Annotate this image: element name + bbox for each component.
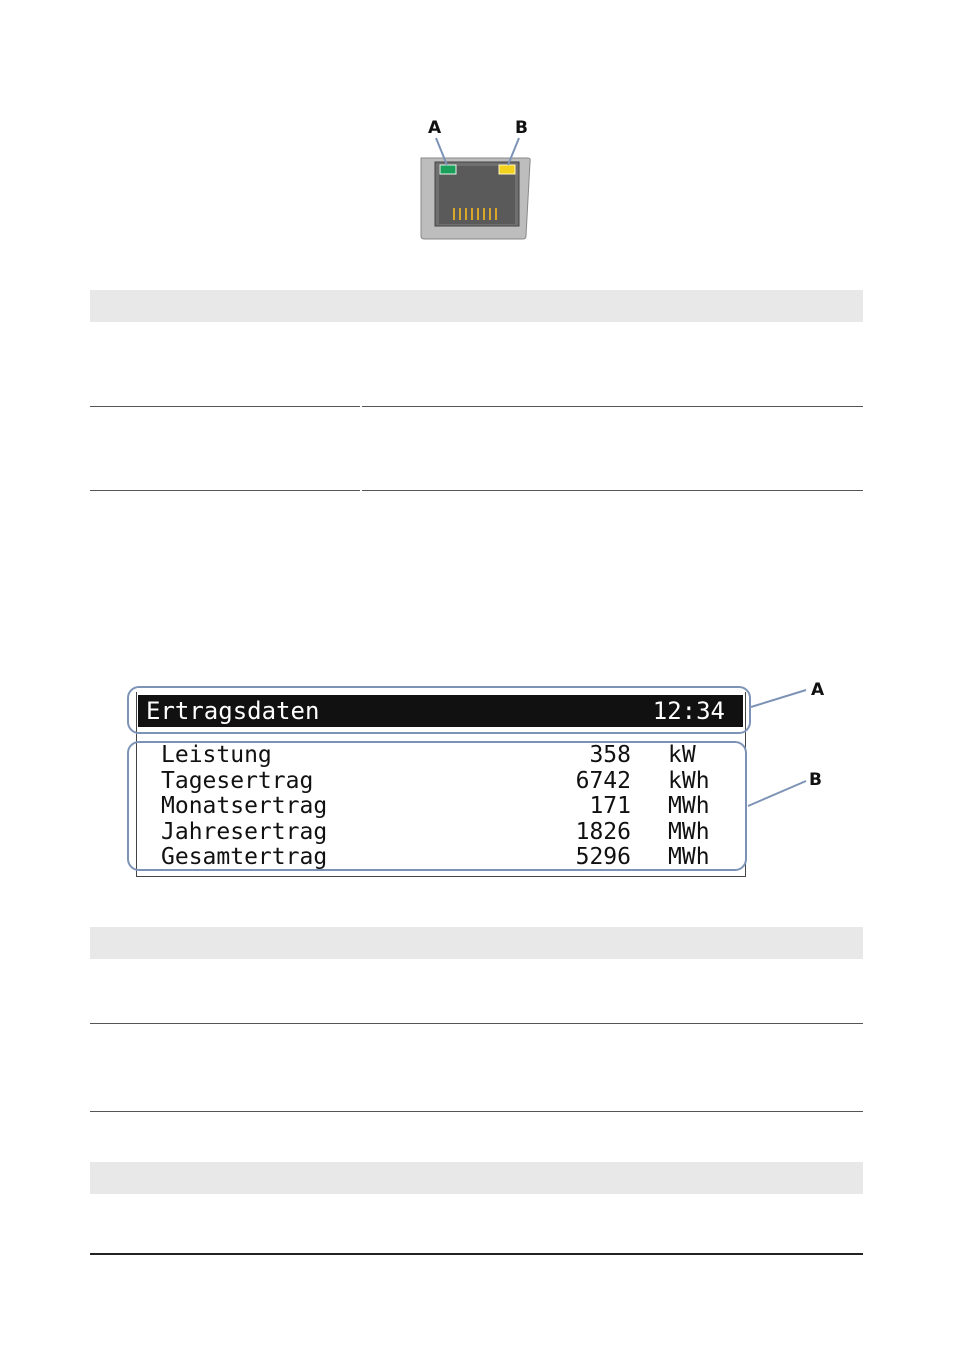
table-2-header [90,927,863,959]
table-2-row-divider [90,1023,863,1024]
rj45-socket-icon [418,156,533,242]
table-3-bottom-rule [90,1253,863,1255]
table-1-row-divider [362,406,863,407]
lcd-row-value: 6742 [575,768,631,794]
led-a-icon [440,165,456,174]
lcd-row-unit: MWh [668,793,710,819]
lcd-row-label: Leistung [161,742,272,768]
lcd-row-label: Gesamtertrag [161,844,328,870]
lcd-header-title: Ertragsdaten [146,697,320,725]
table-2-row-divider [90,1111,863,1112]
table-3-header [90,1162,863,1194]
table-1-row-divider [90,406,360,407]
lcd-callout-box-a [127,686,751,734]
lcd-row-value: 1826 [575,819,631,845]
table-1-header [90,290,863,322]
callout-a-label: A [428,118,442,138]
lcd-row-value: 5296 [575,844,631,870]
lcd-row-value: 171 [589,793,631,819]
callout-b-label: B [515,118,528,138]
lcd-row-label: Tagesertrag [161,768,314,794]
led-b-icon [499,165,515,174]
lcd-header-time: 12:34 [652,697,725,725]
lcd-callout-box-b [127,741,747,871]
lcd-row-value: 358 [589,742,631,768]
lcd-row-unit: MWh [668,844,710,870]
lcd-row-label: Jahresertrag [161,819,328,845]
table-1-row-divider [90,490,360,491]
lcd-row-label: Monatsertrag [161,793,328,819]
lcd-row-unit: kW [668,742,696,768]
lcd-callout-b-label: B [809,770,822,790]
lcd-row-unit: kWh [668,768,710,794]
lcd-row-unit: MWh [668,819,710,845]
lcd-callout-a-label: A [811,680,825,700]
table-1-row-divider [362,490,863,491]
